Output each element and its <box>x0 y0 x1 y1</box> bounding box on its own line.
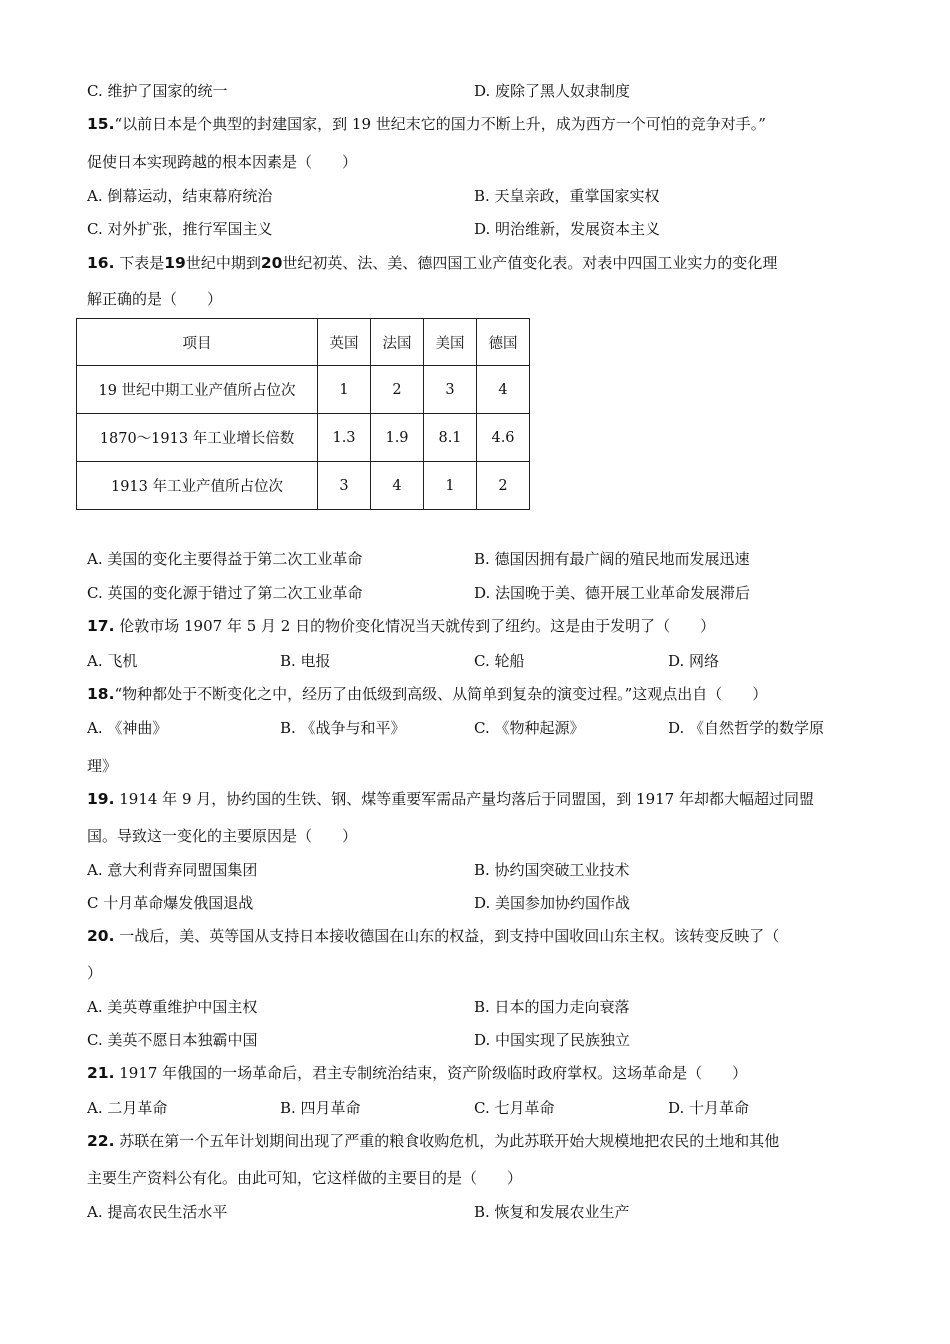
q18-option-c: C. 《物种起源》 <box>474 719 585 737</box>
q21-option-d: D. 十月革命 <box>668 1099 750 1117</box>
q15-option-d: D. 明治维新，发展资本主义 <box>474 220 661 238</box>
table-cell: 1 <box>318 366 371 414</box>
q22-stem-line2: 主要生产资料公有化。由此可知，它这样做的主要目的是（ ） <box>87 1169 523 1187</box>
q16-number: 16. <box>87 254 115 272</box>
q15-option-c: C. 对外扩张，推行军国主义 <box>87 220 273 238</box>
table-header-cell: 英国 <box>318 319 371 366</box>
table-header-cell: 美国 <box>424 319 477 366</box>
q15-stem-line1 <box>87 113 766 134</box>
table-header-cell: 法国 <box>371 319 424 366</box>
q16-century-20: 20 <box>260 254 283 272</box>
q16-stem-line1 <box>87 252 777 273</box>
q20-stem-line1 <box>87 925 779 946</box>
table-cell: 4 <box>477 366 530 414</box>
q17-number: 17. <box>87 617 115 635</box>
q22-stem-text1: 苏联在第一个五年计划期间出现了严重的粮食收购危机，为此苏联开始大规模地把农民的土地和其他 <box>114 1132 780 1150</box>
q18-stem-text: “物种都处于不断变化之中，经历了由低级到高级、从简单到复杂的演变过程。”这观点出自（ ） <box>114 685 768 703</box>
q20-stem-text1: 一战后，美、英等国从支持日本接收德国在山东的权益，到支持中国收回山东主权。该转变反映了（ <box>114 927 780 945</box>
q18-option-b: B. 《战争与和平》 <box>280 719 406 737</box>
q21-stem <box>87 1062 747 1083</box>
q21-number: 21. <box>87 1064 115 1082</box>
q15-option-a: A. 倒幕运动，结束幕府统治 <box>87 187 273 205</box>
q21-stem-text: 1917 年俄国的一场革命后，君主专制统治结束，资产阶级临时政府掌权。这场革命是（ ） <box>114 1064 748 1082</box>
table-header-cell: 德国 <box>477 319 530 366</box>
q16-stem-pre: 下表是 <box>114 254 165 272</box>
q18-option-d-wrap: 理》 <box>87 757 118 775</box>
table-header-row <box>77 319 530 366</box>
q17-option-a: A. 飞机 <box>87 652 138 670</box>
table-cell: 8.1 <box>424 414 477 462</box>
table-cell: 1.3 <box>318 414 371 462</box>
q21-option-b: B. 四月革命 <box>280 1099 361 1117</box>
q20-stem-line2: ） <box>87 964 103 982</box>
table-cell: 2 <box>371 366 424 414</box>
q14-option-d: D. 废除了黑人奴隶制度 <box>474 82 631 100</box>
q14-option-c: C. 维护了国家的统一 <box>87 82 228 100</box>
table-cell: 19 世纪中期工业产值所占位次 <box>77 366 318 414</box>
q20-option-d: D. 中国实现了民族独立 <box>474 1031 631 1049</box>
q16-stem-line2: 解正确的是（ ） <box>87 290 223 308</box>
q18-stem <box>87 683 767 704</box>
q18-option-a: A. 《神曲》 <box>87 719 168 737</box>
q17-stem <box>87 615 715 636</box>
table-cell: 3 <box>318 462 371 510</box>
q22-number: 22. <box>87 1132 115 1150</box>
q16-century-19: 19 <box>164 254 186 272</box>
q20-option-b: B. 日本的国力走向衰落 <box>474 998 630 1016</box>
q21-option-a: A. 二月革命 <box>87 1099 168 1117</box>
q18-option-d: D. 《自然哲学的数学原 <box>668 719 825 737</box>
q20-number: 20. <box>87 927 115 945</box>
table-row <box>77 366 530 414</box>
q19-number: 19. <box>87 790 115 808</box>
q17-option-d: D. 网络 <box>668 652 720 670</box>
q20-option-c: C. 美英不愿日本独霸中国 <box>87 1031 258 1049</box>
q19-stem-line1 <box>87 788 814 809</box>
table-row <box>77 462 530 510</box>
table-row <box>77 414 530 462</box>
table-cell: 1913 年工业产值所占位次 <box>77 462 318 510</box>
q18-number: 18. <box>87 685 115 703</box>
q16-stem-post: 世纪初英、法、美、德四国工业产值变化表。对表中四国工业实力的变化理 <box>282 254 778 272</box>
q19-stem-text1: 1914 年 9 月，协约国的生铁、钢、煤等重要军需品产量均落后于同盟国，到 1917 年却都大幅超过同盟 <box>114 790 814 808</box>
table-cell: 1 <box>424 462 477 510</box>
q15-number: 15. <box>87 115 115 133</box>
q22-stem-line1 <box>87 1130 779 1151</box>
q19-option-b: B. 协约国突破工业技术 <box>474 861 630 879</box>
q17-option-b: B. 电报 <box>280 652 331 670</box>
q16-data-table <box>76 318 530 510</box>
q21-option-c: C. 七月革命 <box>474 1099 555 1117</box>
q19-option-d: D. 美国参加协约国作战 <box>474 894 631 912</box>
q19-option-c: C 十月革命爆发俄国退战 <box>87 894 254 912</box>
table-header-cell: 项目 <box>77 319 318 366</box>
q19-option-a: A. 意大利背弃同盟国集团 <box>87 861 258 879</box>
q17-option-c: C. 轮船 <box>474 652 525 670</box>
table-cell: 4.6 <box>477 414 530 462</box>
table-cell: 2 <box>477 462 530 510</box>
q17-stem-text: 伦敦市场 1907 年 5 月 2 日的物价变化情况当天就传到了纽约。这是由于发明了（ ） <box>114 617 716 635</box>
q15-option-b: B. 天皇亲政，重掌国家实权 <box>474 187 660 205</box>
table-cell: 1.9 <box>371 414 424 462</box>
table-cell: 4 <box>371 462 424 510</box>
table-cell: 3 <box>424 366 477 414</box>
q15-stem-text1: “以前日本是个典型的封建国家，到 19 世纪末它的国力不断上升，成为西方一个可怕的竞争对手。” <box>114 115 766 133</box>
q22-option-b: B. 恢复和发展农业生产 <box>474 1203 630 1221</box>
q16-option-b: B. 德国因拥有最广阔的殖民地而发展迅速 <box>474 550 750 568</box>
q16-stem-mid: 世纪中期到 <box>185 254 261 272</box>
q16-option-c: C. 英国的变化源于错过了第二次工业革命 <box>87 584 363 602</box>
q16-option-a: A. 美国的变化主要得益于第二次工业革命 <box>87 550 363 568</box>
q16-option-d: D. 法国晚于美、德开展工业革命发展滞后 <box>474 584 751 602</box>
q15-stem-line2: 促使日本实现跨越的根本因素是（ ） <box>87 153 358 171</box>
table-cell: 1870～1913 年工业增长倍数 <box>77 414 318 462</box>
q22-option-a: A. 提高农民生活水平 <box>87 1203 228 1221</box>
q20-option-a: A. 美英尊重维护中国主权 <box>87 998 258 1016</box>
q19-stem-line2: 国。导致这一变化的主要原因是（ ） <box>87 827 358 845</box>
